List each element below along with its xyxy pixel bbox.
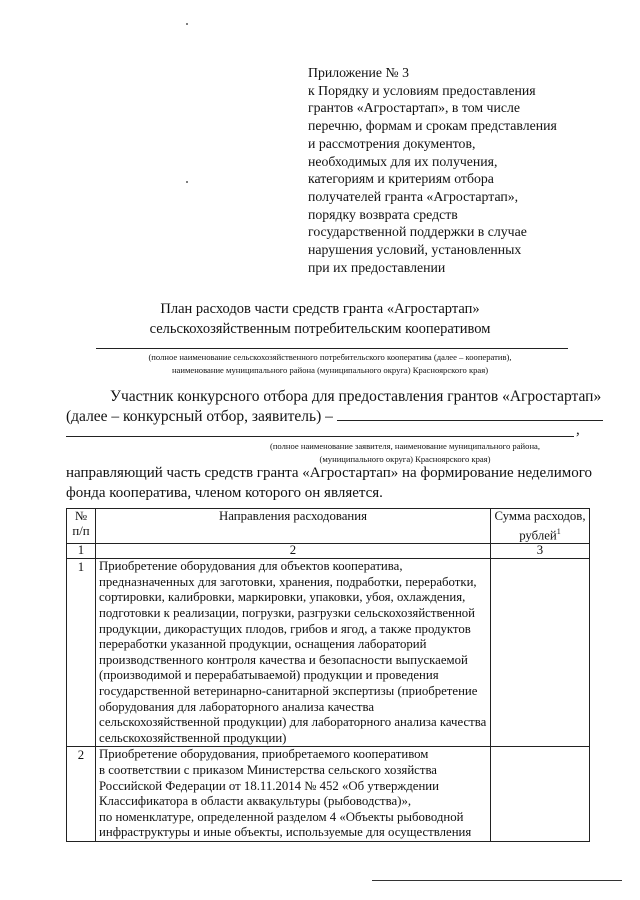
cooperative-caption [80, 351, 580, 376]
column-number: 3 [491, 544, 590, 559]
row-description-line: Классификатора в области аквакультуры (рыбоводства)», [99, 794, 412, 809]
scan-speck-middle [186, 181, 188, 183]
appendix-line: при их предоставлении [308, 259, 446, 275]
row-description-line: предназначенных для заготовки, хранения, подработки, переработки, [99, 574, 477, 589]
participant-line2 [66, 408, 622, 426]
participant-line2-text: (далее – конкурсный отбор, заявитель) – [66, 408, 333, 425]
appendix-line: государственной поддержки в случае [308, 224, 527, 240]
applicant-name-line [66, 436, 574, 437]
appendix-line: к Порядку и условиям предоставления [308, 82, 536, 98]
header-number [67, 509, 96, 544]
row-description [96, 747, 491, 842]
header-sum-line1: Сумма расходов, [494, 509, 586, 523]
row-description-line: продукции, дикорастущих плодов, грибов и ягод, а также продуктов [99, 621, 471, 636]
appendix-line: нарушения условий, установленных [308, 242, 522, 258]
header-sum-unit: рублей [519, 528, 557, 543]
appendix-header [308, 64, 618, 276]
row-description-line: Российской Федерации от 18.11.2014 № 452 «Об утверждении [99, 778, 439, 793]
header-number-line1: № [74, 509, 88, 523]
header-direction: Направления расходования [96, 509, 491, 544]
applicant-caption-line1: (полное наименование заявителя, наименование муниципального района, [269, 441, 541, 451]
appendix-line: порядку возврата средств [308, 206, 458, 222]
row-description-line: оборудования для лабораторного анализа качества [99, 699, 375, 714]
row-description-line: Приобретение оборудования, приобретаемого кооперативом [99, 747, 429, 762]
cooperative-caption-line1: (полное наименование сельскохозяйственного потребительского кооператива (далее – кооператив), [148, 352, 512, 362]
applicant-name-field [337, 420, 603, 421]
table-row [67, 747, 590, 842]
header-sum-line2 [494, 524, 586, 543]
footnote-marker: 1 [556, 527, 561, 536]
applicant-line-comma: , [576, 422, 580, 438]
column-number: 1 [67, 544, 96, 559]
footnote-separator [372, 880, 622, 881]
appendix-line: и рассмотрения документов, [308, 135, 476, 151]
row-description-line: Приобретение оборудования для объектов кооператива, [99, 559, 403, 574]
plan-title-line2: сельскохозяйственным потребительским кооперативом [149, 320, 491, 337]
cooperative-name-line [96, 348, 568, 349]
applicant-caption [180, 440, 630, 466]
appendix-line: грантов «Агростартап», в том числе [308, 100, 520, 116]
row-description-line: производственного контроля качества и безопасности выпускаемой [99, 652, 468, 667]
column-number: 2 [96, 544, 491, 559]
row-number: 2 [67, 747, 96, 842]
row-description-line: (производимой и перерабатываемой) продукции и проведения [99, 668, 439, 683]
row-description-line: подготовки к реализации, погрузки, разгрузки сельскохозяйственной [99, 606, 476, 621]
row-description-line: сельскохозяйственной продукции) [99, 730, 287, 745]
row-description [96, 559, 491, 747]
appendix-line: получателей гранта «Агростартап», [308, 188, 519, 204]
row-description-line: по номенклатуре, определенной разделом 4 «Объекты рыбоводной [99, 809, 464, 824]
header-sum [491, 509, 590, 544]
appendix-line: перечню, формам и срокам представления [308, 118, 557, 134]
row-sum [491, 559, 590, 747]
row-description-line: переработки указанной продукции, оснащения лабораторий [99, 637, 427, 652]
appendix-line: категориям и критериям отбора [308, 171, 494, 187]
column-number-row [67, 544, 590, 559]
participant-line1: Участник конкурсного отбора для предоставления грантов «Агростартап» [110, 388, 602, 405]
scan-speck-top [186, 23, 188, 25]
applicant-caption-line2: (муниципального округа) Красноярского края) [319, 454, 491, 464]
row-description-line: сельскохозяйственной продукции) для лабораторного анализа качества [99, 715, 487, 730]
table-row [67, 559, 590, 747]
appendix-line: необходимых для их получения, [308, 153, 498, 169]
plan-title-line1: План расходов части средств гранта «Агростартап» [160, 301, 480, 317]
directing-line1: направляющий часть средств гранта «Агростартап» на формирование неделимого [66, 465, 592, 481]
row-description-line: инфраструктуры и иные объекты, используемые для осуществления [99, 825, 472, 840]
cooperative-caption-line2: наименование муниципального района (муниципального округа) Красноярского края) [171, 364, 489, 375]
appendix-line: Приложение № 3 [308, 65, 410, 80]
row-description-line: в соответствии с приказом Министерства сельского хозяйства [99, 762, 437, 777]
directing-line2: фонда кооператива, членом которого он является. [66, 484, 383, 501]
row-description-line: сортировки, калибровки, маркировки, упаковки, убоя, охлаждения, [99, 590, 466, 605]
row-sum [491, 747, 590, 842]
expenses-table [66, 508, 590, 842]
row-description-line: государственной ветеринарно-санитарной экспертизы (приобретение [99, 684, 478, 699]
table-header-row [67, 509, 590, 544]
plan-title [80, 300, 560, 339]
directing-paragraph [66, 464, 626, 503]
header-number-line2: п/п [72, 524, 90, 538]
row-number: 1 [67, 559, 96, 747]
